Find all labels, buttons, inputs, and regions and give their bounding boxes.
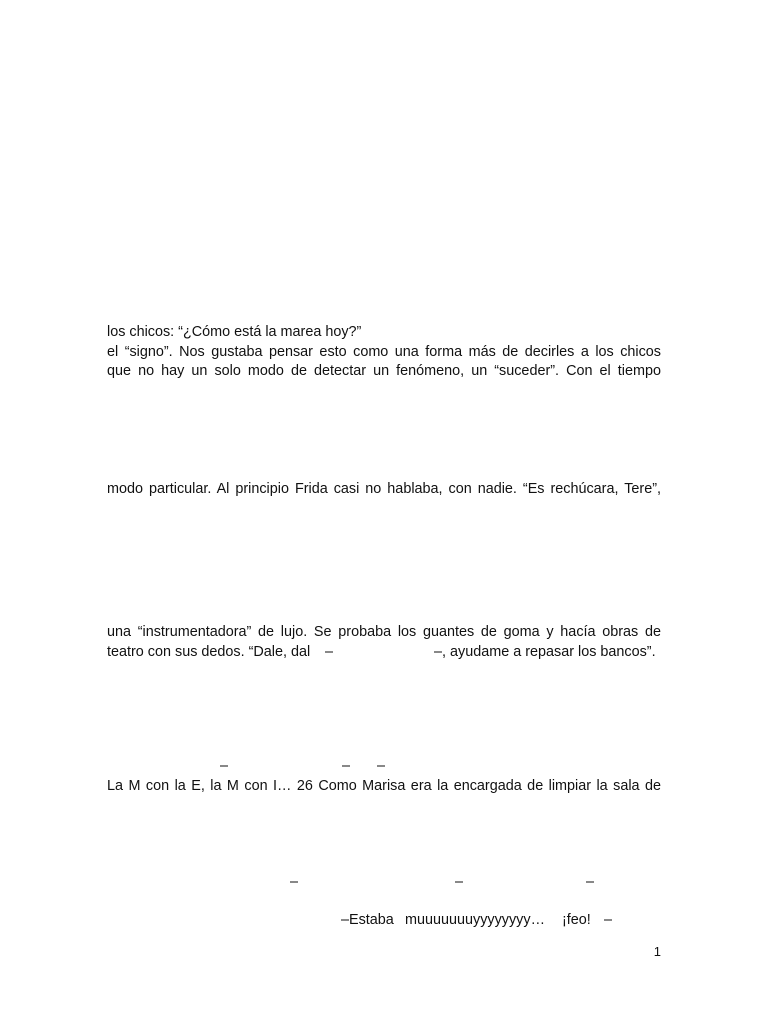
text-fragment: –, ayudame a repasar los bancos”. [434,644,656,660]
text-line: una “instrumentadora” de lujo. Se probaba los guantes de goma y hacía obras de [107,624,661,640]
text-line: La M con la E, la M con I… 26 Como Marisa era la encargada de limpiar la sala de [107,778,661,794]
text-line: que no hay un solo modo de detectar un fenómeno, un “suceder”. Con el tiempo [107,363,661,379]
page-number: 1 [653,944,661,959]
dash-mark: – [342,758,351,774]
text-fragment: ¡feo! [562,912,591,928]
text-line: modo particular. Al principio Frida casi no hablaba, con nadie. “Es rechúcara, Tere”, [107,481,661,497]
dash-mark: – [325,644,334,660]
dash-mark: – [604,912,613,928]
dash-mark: – [586,874,595,890]
text-fragment: –Estaba [341,912,394,928]
dash-mark: – [455,874,464,890]
dash-mark: – [377,758,386,774]
text-fragment: muuuuuuuyyyyyyyy… [405,912,545,928]
text-fragment: teatro con sus dedos. “Dale, dal [107,644,311,660]
dash-mark: – [220,758,229,774]
dash-mark: – [290,874,299,890]
text-line: los chicos: “¿Cómo está la marea hoy?” [107,324,362,340]
text-line: el “signo”. Nos gustaba pensar esto como una forma más de decirles a los chicos [107,344,661,360]
